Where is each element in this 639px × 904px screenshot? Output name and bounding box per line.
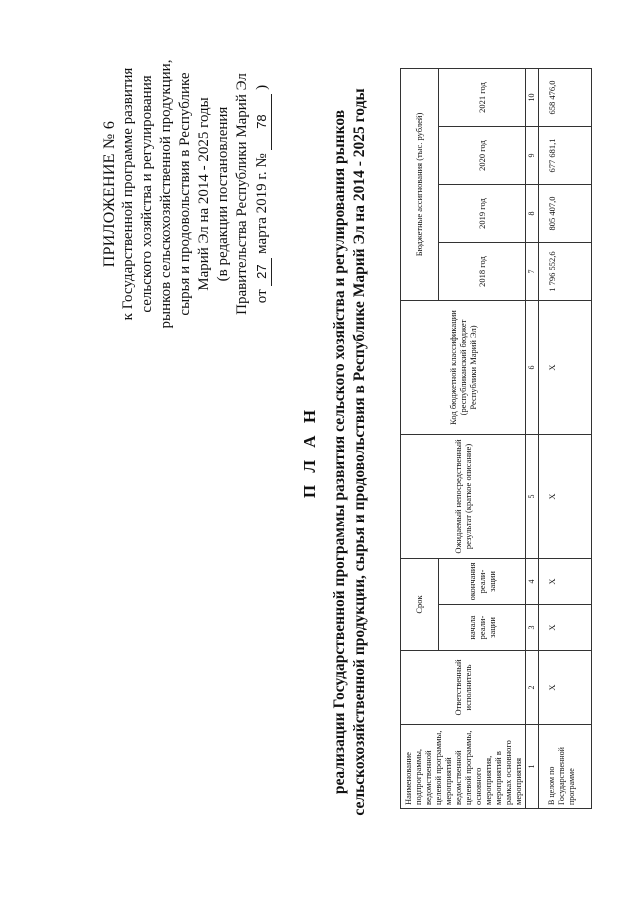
resolution-number: 78 (252, 94, 272, 150)
appendix-line: рынков сельскохозяйственной продукции, (158, 59, 174, 329)
header-year-2018: 2018 год (438, 243, 526, 301)
plan-title: П Л А Н (300, 405, 319, 499)
header-executor: Ответственный исполнитель (401, 651, 526, 725)
column-number: 8 (526, 185, 539, 243)
resolution-day: 27 (252, 258, 272, 286)
header-result: Ожидаемый непосредственный результат (краткое описание) (401, 435, 526, 559)
cell-year-2020: 677 681,1 (539, 127, 592, 185)
column-number: 6 (526, 301, 539, 435)
cell-year-2021: 658 476,0 (539, 69, 592, 127)
header-budget-allocations: Бюджетные ассигнования (тыс. рублей) (401, 69, 439, 301)
cell-name: В целом по Государственной программе (539, 725, 592, 809)
column-number-row (526, 69, 539, 809)
column-number: 4 (526, 559, 539, 605)
header-year-2021: 2021 год (438, 69, 526, 127)
resolution-date-line (252, 44, 272, 344)
cell-executor: Х (539, 651, 592, 725)
appendix-line: сельского хозяйства и регулирования (139, 75, 155, 313)
column-number: 5 (526, 435, 539, 559)
appendix-line: ПРИЛОЖЕНИЕ № 6 (101, 120, 118, 268)
appendix-line: Марий Эл на 2014 - 2025 годы (196, 97, 212, 291)
plan-subtitle-line: реализации Государственной программы развития сельского хозяйства и регулирования рынков (331, 109, 348, 795)
column-number: 9 (526, 127, 539, 185)
header-budget-code: Код бюджетной классификации (республиканский бюджет Республики Марий Эл) (401, 301, 526, 435)
appendix-line: (в редакции постановления (215, 106, 231, 282)
header-term: Срок (401, 559, 439, 651)
header-year-2020: 2020 год (438, 127, 526, 185)
cell-result: Х (539, 435, 592, 559)
appendix-line: к Государственной программе развития (120, 67, 136, 321)
appendix-line: сырья и продовольствия в Республике (177, 72, 193, 316)
cell-term-start: Х (539, 605, 592, 651)
closing-paren: ) (254, 84, 270, 90)
plan-subtitle-line: сельскохозяйственной продукции, сырья и продовольствия в Республике Марий Эл на 2014 - 2025 годы (351, 88, 368, 816)
appendix-line: Правительства Республики Марий Эл (234, 73, 250, 315)
column-number: 7 (526, 243, 539, 301)
plan-subtitle (330, 40, 370, 864)
number-prefix: № (254, 153, 270, 168)
column-number: 1 (526, 725, 539, 809)
date-prefix: от (254, 289, 270, 304)
column-number: 10 (526, 69, 539, 127)
cell-year-2019: 805 407,0 (539, 185, 592, 243)
header-term-start: начала реали-зации (438, 605, 526, 651)
cell-year-2018: 1 796 552,6 (539, 243, 592, 301)
header-name: Наименование подпрограммы, ведомственной целевой программы, мероприятий ведомственной целевой программы, основного мероприятия, мероприятий в рамках основного мероприятия (401, 725, 526, 809)
cell-term-end: Х (539, 559, 592, 605)
appendix-block (100, 44, 272, 344)
cell-budget-code: Х (539, 301, 592, 435)
resolution-month-year: марта 2019 г. (254, 171, 270, 254)
table-row (539, 69, 592, 809)
column-number: 2 (526, 651, 539, 725)
column-number: 3 (526, 605, 539, 651)
plan-table (400, 68, 592, 809)
header-term-end: окончания реали-зации (438, 559, 526, 605)
header-year-2019: 2019 год (438, 185, 526, 243)
